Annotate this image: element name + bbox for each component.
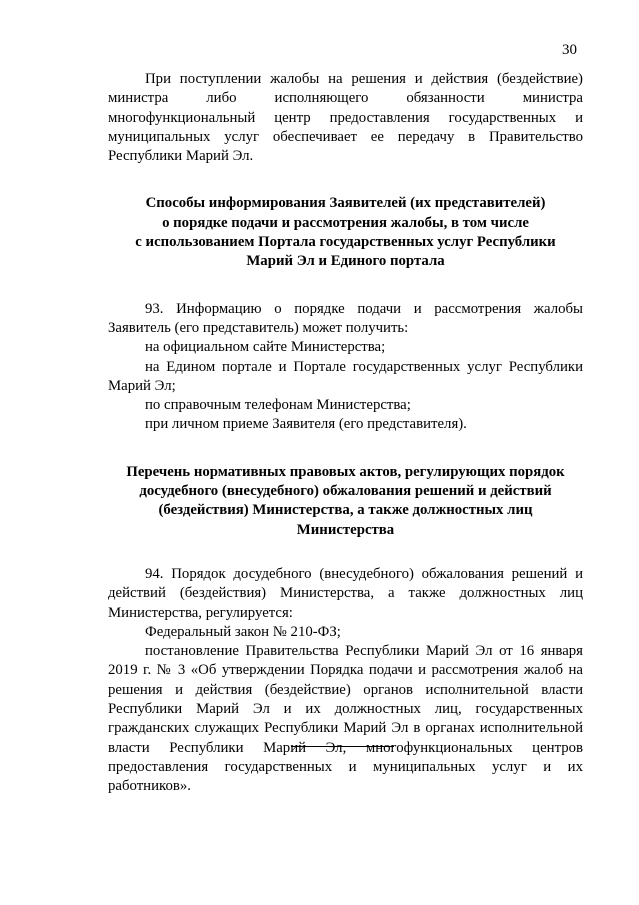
heading-line: Перечень нормативных правовых актов, регулирующих порядок: [126, 463, 565, 480]
list-item: по справочным телефонам Министерства;: [145, 397, 411, 414]
heading-line: Марий Эл и Единого портала: [246, 253, 445, 270]
list-item: на Едином портале и Портале государственных услуг Республики Марий Эл;: [108, 358, 583, 394]
spacer: [108, 272, 583, 300]
intro-paragraph: При поступлении жалобы на решения и действия (бездействие) министра либо исполняющего обязанности министра многофункциональный центр предоставления государственных и муниципальных услуг обеспечивает ее передачу в Правительство Республики Марий Эл.: [108, 71, 583, 165]
heading-line: (бездействия) Министерства, а также должностных лиц: [158, 502, 533, 519]
heading-line: досудебного (внесудебного) обжалования решений и действий: [139, 483, 552, 500]
page-number: 30: [562, 42, 577, 58]
section-heading-regulations: [108, 463, 583, 540]
item-93: 93. Информацию о порядке подачи и рассмотрения жалобы Заявитель (его представитель) может получить:: [108, 300, 583, 336]
section-heading-informing: [108, 194, 583, 271]
closing-divider: [291, 746, 394, 747]
list-item: постановление Правительства Республики Марий Эл от 16 января 2019 г. № 3 «Об утверждении Порядка подачи и рассмотрения жалоб на решения и действия (бездействие) органов исполнительной власти Республики Марий Эл и их должностных лиц, государственных гражданских служащих Республики Марий Эл в органах исполнительной власти Республики Марий Эл, многофункциональных центров предоставления государственных и муниципальных услуг и их работников».: [108, 643, 583, 795]
list-item: Федеральный закон № 210-ФЗ;: [145, 623, 341, 640]
heading-line: с использованием Портала государственных услуг Республики: [135, 234, 556, 251]
spacer: [108, 435, 583, 463]
heading-line: Министерства: [296, 521, 395, 538]
item-94: 94. Порядок досудебного (внесудебного) обжалования решений и действий (бездействия) Министерства, а также должностных лиц Министерства, регулируется:: [108, 565, 583, 621]
document-body: [108, 70, 583, 797]
spacer: [108, 166, 583, 194]
list-item: на официальном сайте Министерства;: [145, 339, 386, 356]
heading-line: о порядке подачи и рассмотрения жалобы, в том числе: [162, 214, 529, 231]
heading-line: Способы информирования Заявителей (их представителей): [145, 195, 546, 212]
spacer: [108, 540, 583, 565]
list-item: при личном приеме Заявителя (его представителя).: [145, 416, 467, 433]
